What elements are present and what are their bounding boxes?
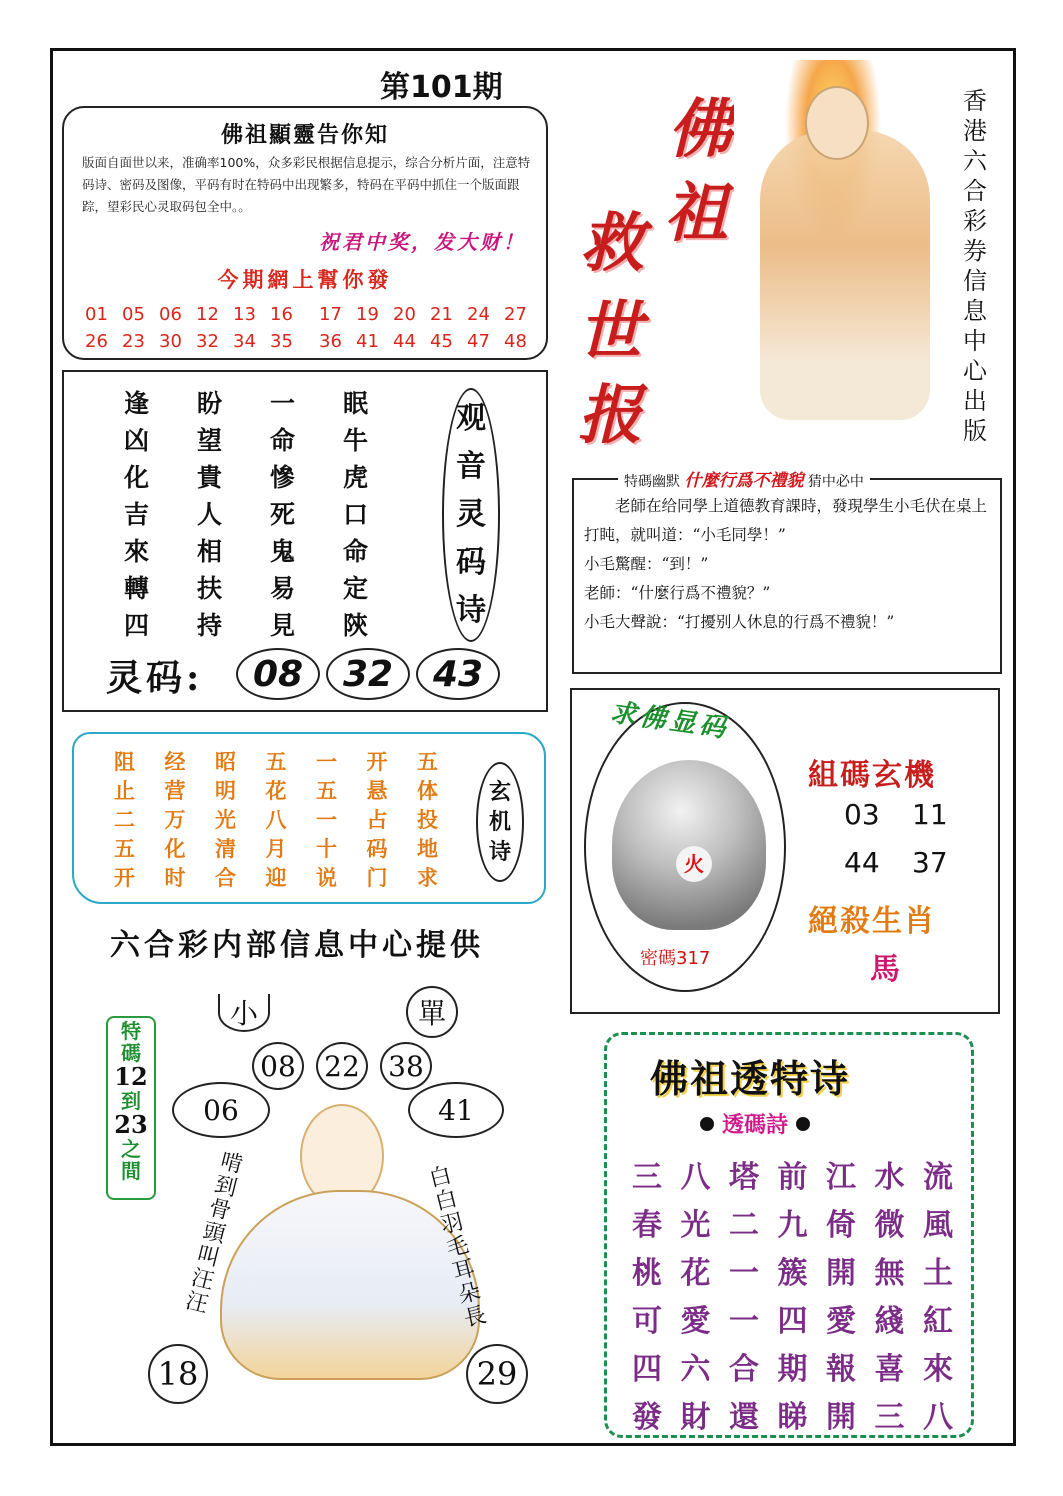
xuanji-label-char: 玄 xyxy=(488,779,511,805)
xuanji-char: 一 xyxy=(316,807,337,832)
xuanji-char: 一 xyxy=(316,749,337,774)
zuma-number: 11 xyxy=(912,798,948,831)
lottery-number: 36 xyxy=(319,331,342,352)
xuanji-char: 五 xyxy=(265,749,287,774)
fotou-char: 倚 xyxy=(826,1208,856,1243)
joke-header xyxy=(618,466,870,491)
bullet-icon xyxy=(796,1117,810,1131)
joke-text xyxy=(584,492,990,637)
poem-row xyxy=(124,569,416,606)
verse-left: 啃到骨頭叫汪汪 xyxy=(182,1148,246,1319)
fotou-char: 可 xyxy=(632,1304,662,1339)
xuanji-char: 投 xyxy=(417,807,438,832)
xuanji-char: 五 xyxy=(316,778,337,803)
fotou-sub-text: 透碼詩 xyxy=(722,1112,789,1138)
tema-char: 之 xyxy=(121,1137,141,1161)
poem-row xyxy=(124,421,416,458)
lottery-number: 17 xyxy=(319,304,342,325)
poem-char: 眠 xyxy=(343,389,369,418)
lottery-number: 32 xyxy=(196,331,219,352)
fotou-row xyxy=(632,1344,972,1392)
fotou-char: 發 xyxy=(632,1400,662,1435)
poem-char: 凶 xyxy=(124,426,150,455)
fotou-grid xyxy=(632,1152,972,1440)
fotou-char: 來 xyxy=(923,1352,953,1387)
notice-box xyxy=(62,106,548,360)
verse-right: 白白羽毛耳朵長 xyxy=(426,1162,489,1333)
poem-char: 貴 xyxy=(197,463,223,492)
fotou-char: 花 xyxy=(680,1256,711,1291)
publisher-vertical: 香港六合彩券信息中心出版 xyxy=(963,87,987,445)
notice-wish: 祝君中奖，发大财！ xyxy=(319,230,526,254)
fotou-row xyxy=(632,1248,972,1296)
tema-char: 碼 xyxy=(121,1041,141,1065)
poem-char: 定 xyxy=(343,574,369,603)
xuanji-char: 合 xyxy=(215,865,236,890)
xuanji-label-char: 机 xyxy=(488,809,511,835)
poem-label-char: 观 xyxy=(456,401,486,436)
poem-row xyxy=(124,606,416,643)
poem-char: 扶 xyxy=(197,574,223,603)
xuanji-char: 说 xyxy=(316,865,337,890)
xuanji-label-oval xyxy=(476,762,524,882)
notice-subheading: 今期網上幫你發 xyxy=(217,267,393,292)
fotou-char: 愛 xyxy=(826,1304,856,1339)
fotou-char: 三 xyxy=(874,1400,905,1435)
lottery-number: 01 xyxy=(85,304,108,325)
lottery-number: 48 xyxy=(504,331,527,352)
fotou-char: 財 xyxy=(680,1400,711,1435)
xuanji-char: 化 xyxy=(164,836,186,861)
xuanji-char: 明 xyxy=(215,778,236,803)
poem-char: 人 xyxy=(197,500,223,529)
xuanji-char: 清 xyxy=(215,836,236,861)
xuanji-char: 悬 xyxy=(366,778,388,803)
fotou-char: 四 xyxy=(632,1352,662,1387)
password-text: 密碼317 xyxy=(640,948,711,969)
notice-heading: 佛祖顯靈告你知 xyxy=(220,122,389,148)
joke-prefix: 特碼幽默 xyxy=(624,474,680,490)
xuanji-char: 开 xyxy=(366,749,388,774)
fotou-char: 三 xyxy=(632,1160,662,1195)
fotou-char: 水 xyxy=(874,1160,905,1195)
fotou-char: 塔 xyxy=(729,1160,759,1195)
tema-char: 特 xyxy=(121,1019,141,1043)
lottery-number: 19 xyxy=(356,304,379,325)
xuanji-grid xyxy=(114,746,468,891)
poem-char: 陝 xyxy=(343,611,369,640)
xuanji-char: 阻 xyxy=(114,749,135,774)
title-char: 佛 xyxy=(668,92,732,167)
lingma-ball: 32 xyxy=(326,648,410,700)
lottery-number: 30 xyxy=(159,331,182,352)
poem-char: 牛 xyxy=(343,426,369,455)
poem-char: 口 xyxy=(343,500,369,529)
fotou-char: 四 xyxy=(777,1304,808,1339)
guanyin-head-image xyxy=(805,86,869,160)
xuanji-char: 止 xyxy=(114,778,135,803)
poem-char: 來 xyxy=(124,537,150,566)
number-ball: 29 xyxy=(466,1344,528,1404)
xuanji-char: 月 xyxy=(265,836,287,861)
xuanji-char: 花 xyxy=(265,778,287,803)
joke-line: 老師在给同學上道德教育課時，發現學生小毛伏在桌上打盹，就叫道：“小毛同學！” xyxy=(584,497,988,544)
numbers-gap xyxy=(300,331,312,358)
poem-char: 命 xyxy=(270,426,296,455)
fotou-char: 二 xyxy=(729,1208,759,1243)
number-ball: 18 xyxy=(148,1344,208,1404)
lingma-ball: 08 xyxy=(236,648,320,700)
joke-line: 小毛驚醒：“到！” xyxy=(584,555,709,573)
poem-char: 逢 xyxy=(124,389,150,418)
title-char: 报 xyxy=(578,378,642,453)
joke-line: 老師：“什麼行爲不禮貌？” xyxy=(584,584,771,602)
poem-row xyxy=(124,495,416,532)
number-ball: 38 xyxy=(380,1042,432,1090)
xuanji-char: 迎 xyxy=(265,865,287,890)
poem-char: 望 xyxy=(197,426,223,455)
xuanji-char: 五 xyxy=(417,749,438,774)
poem-char: 吉 xyxy=(124,500,150,529)
fotou-char: 紅 xyxy=(923,1304,953,1339)
lottery-number: 27 xyxy=(504,304,527,325)
fotou-char: 九 xyxy=(777,1208,808,1243)
poem-char: 一 xyxy=(270,389,296,418)
fotou-row xyxy=(632,1200,972,1248)
fotou-char: 土 xyxy=(923,1256,953,1291)
element-label: 火 xyxy=(676,846,712,882)
xuanji-char: 五 xyxy=(114,836,135,861)
fotou-char: 光 xyxy=(680,1208,711,1243)
poem-grid xyxy=(124,384,416,643)
zuma-title: 組碼玄機 xyxy=(808,758,936,793)
lottery-number: 23 xyxy=(122,331,145,352)
zuma-number: 37 xyxy=(912,846,948,879)
fotou-char: 喜 xyxy=(874,1352,905,1387)
poem-char: 四 xyxy=(124,611,150,640)
small-ball: 小 xyxy=(218,994,270,1032)
number-ball: 08 xyxy=(252,1042,304,1090)
xuanji-row xyxy=(114,833,468,862)
lottery-number: 45 xyxy=(430,331,453,352)
poem-row xyxy=(124,384,416,421)
fotou-char: 簇 xyxy=(777,1256,808,1291)
xuanji-label-char: 诗 xyxy=(488,839,511,865)
provider-text: 六合彩内部信息中心提供 xyxy=(110,928,484,963)
fotou-char: 流 xyxy=(923,1160,953,1195)
fotou-char: 睇 xyxy=(777,1400,808,1435)
fotou-char: 前 xyxy=(777,1160,808,1195)
lottery-number: 47 xyxy=(467,331,490,352)
numbers-row xyxy=(78,304,534,331)
joke-title: 什麼行爲不禮貌 xyxy=(684,471,804,491)
fotou-char: 綫 xyxy=(874,1304,905,1339)
fotou-char: 風 xyxy=(923,1208,953,1243)
fotou-char: 桃 xyxy=(632,1256,662,1291)
poem-char: 鬼 xyxy=(270,537,296,566)
fotou-char: 合 xyxy=(729,1352,759,1387)
poem-char: 盼 xyxy=(197,389,223,418)
poem-row xyxy=(124,532,416,569)
zuma-number: 44 xyxy=(844,846,880,879)
fotou-char: 愛 xyxy=(680,1304,711,1339)
tema-char: 到 xyxy=(121,1089,141,1113)
issue-number: 第101期 xyxy=(380,70,503,105)
lottery-number: 21 xyxy=(430,304,453,325)
poem-char: 相 xyxy=(197,537,223,566)
numbers-row xyxy=(78,331,534,358)
xuanji-row xyxy=(114,804,468,833)
poem-char: 見 xyxy=(270,611,296,640)
lottery-number: 34 xyxy=(233,331,256,352)
fotou-char: 六 xyxy=(680,1352,711,1387)
fotou-char: 還 xyxy=(729,1400,759,1435)
poem-row xyxy=(124,458,416,495)
fotou-char: 八 xyxy=(923,1400,953,1435)
xuanji-row xyxy=(114,862,468,891)
xuanji-char: 二 xyxy=(114,807,135,832)
title-char: 世 xyxy=(578,294,642,369)
poem-char: 化 xyxy=(124,463,150,492)
tema-range-box xyxy=(106,1016,156,1200)
fotou-row xyxy=(632,1296,972,1344)
xuanji-row xyxy=(114,746,468,775)
title-char: 祖 xyxy=(664,176,728,251)
xuanji-char: 占 xyxy=(366,807,388,832)
poem-char: 慘 xyxy=(270,463,296,492)
lottery-number: 44 xyxy=(393,331,416,352)
xuanji-char: 昭 xyxy=(215,749,236,774)
xuanji-char: 码 xyxy=(366,836,388,861)
buddha-heading: 求佛显码 xyxy=(608,697,732,745)
lottery-number: 24 xyxy=(467,304,490,325)
zuma-number: 03 xyxy=(844,798,880,831)
poem-label-char: 灵 xyxy=(456,497,486,532)
lingma-ball: 43 xyxy=(416,648,500,700)
xuanji-char: 经 xyxy=(164,749,186,774)
poem-char: 死 xyxy=(270,500,296,529)
poem-char: 易 xyxy=(270,574,296,603)
jue-sha-value: 馬 xyxy=(870,952,900,987)
joke-suffix: 猜中必中 xyxy=(807,474,864,490)
xuanji-char: 求 xyxy=(417,865,438,890)
xuanji-char: 体 xyxy=(417,778,438,803)
joke-line: 小毛大聲說：“打擾别人休息的行爲不禮貌！” xyxy=(584,613,895,631)
lottery-number: 35 xyxy=(270,331,293,352)
xuanji-char: 十 xyxy=(316,836,337,861)
xuanji-char: 门 xyxy=(366,865,388,890)
fotou-title: 佛祖透特诗 xyxy=(650,1056,851,1101)
xuanji-char: 地 xyxy=(417,836,438,861)
numbers-gap xyxy=(300,304,312,331)
poem-char: 命 xyxy=(343,537,369,566)
lottery-number: 12 xyxy=(196,304,219,325)
fotou-char: 報 xyxy=(826,1352,856,1387)
title-char: 救 xyxy=(580,206,644,281)
lottery-number: 05 xyxy=(122,304,145,325)
poem-label-char: 码 xyxy=(456,545,486,580)
single-ball: 單 xyxy=(406,986,458,1038)
poem-label-char: 音 xyxy=(456,449,486,484)
number-ball: 06 xyxy=(172,1082,270,1138)
xuanji-char: 万 xyxy=(164,807,186,832)
xuanji-char: 开 xyxy=(114,865,135,890)
fotou-row xyxy=(632,1152,972,1200)
guanyin-figure-image xyxy=(760,130,930,420)
tema-number: 12 xyxy=(114,1062,148,1091)
laughing-buddha-image xyxy=(612,760,766,930)
tema-number: 23 xyxy=(114,1110,148,1139)
fotou-char: 一 xyxy=(729,1256,759,1291)
fotou-char: 無 xyxy=(874,1256,905,1291)
xuanji-char: 八 xyxy=(265,807,287,832)
fotou-char: 一 xyxy=(729,1304,759,1339)
notice-numbers xyxy=(78,304,534,358)
xuanji-row xyxy=(114,775,468,804)
fotou-char: 春 xyxy=(632,1208,662,1243)
lingma-label: 灵码: xyxy=(106,657,204,699)
lottery-number: 16 xyxy=(270,304,293,325)
poem-label-oval xyxy=(442,388,500,642)
fotou-char: 開 xyxy=(826,1256,856,1291)
xuanji-char: 时 xyxy=(164,865,186,890)
lottery-number: 06 xyxy=(159,304,182,325)
fotou-row xyxy=(632,1392,972,1440)
number-ball: 22 xyxy=(316,1042,368,1090)
fotou-char: 期 xyxy=(777,1352,808,1387)
number-ball: 41 xyxy=(408,1082,504,1138)
poem-char: 轉 xyxy=(124,574,150,603)
fotou-char: 開 xyxy=(826,1400,856,1435)
fotou-subtitle xyxy=(700,1108,810,1139)
fotou-char: 江 xyxy=(826,1160,856,1195)
lottery-number: 26 xyxy=(85,331,108,352)
lottery-number: 13 xyxy=(233,304,256,325)
xuanji-char: 光 xyxy=(215,807,236,832)
tema-char: 間 xyxy=(121,1159,141,1183)
lottery-number: 41 xyxy=(356,331,379,352)
poem-char: 持 xyxy=(197,611,223,640)
poem-char: 虎 xyxy=(343,463,369,492)
lottery-number: 20 xyxy=(393,304,416,325)
notice-text: 版面自面世以来，准确率100%，众多彩民根据信息提示，综合分析片面，注意特码诗、密码及图像，平码有时在特码中出现繁多，特码在平码中抓住一个版面跟踪，望彩民心灵取码包全中。。 xyxy=(82,155,531,214)
jue-sha-title: 絕殺生肖 xyxy=(808,904,936,939)
fotou-char: 微 xyxy=(874,1208,905,1243)
xuanji-char: 营 xyxy=(164,778,186,803)
bullet-icon xyxy=(700,1117,714,1131)
poem-label-char: 诗 xyxy=(456,593,486,628)
fotou-char: 八 xyxy=(680,1160,711,1195)
